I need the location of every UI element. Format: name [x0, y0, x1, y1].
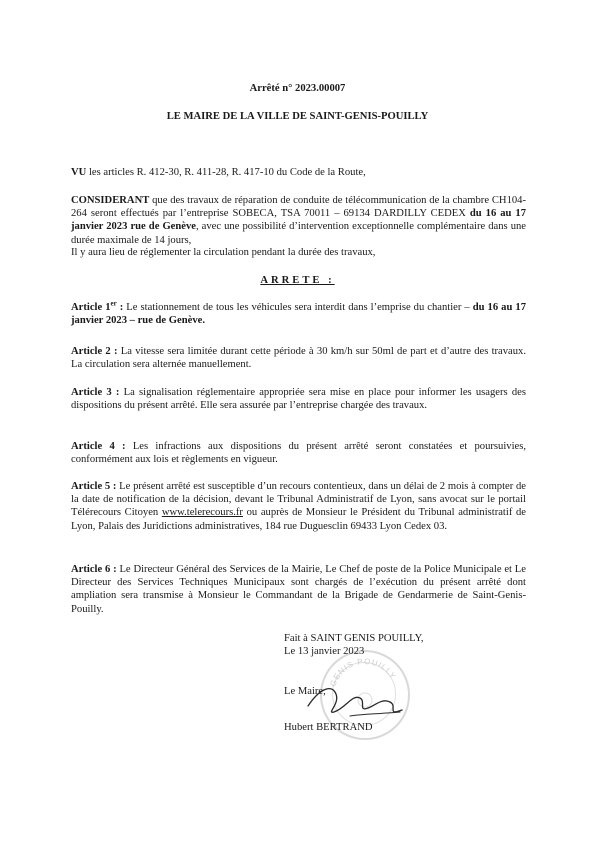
article-4-label: Article 4 :	[71, 441, 126, 452]
article-2-text: La vitesse sera limitée durant cette période à 30 km/h sur 50ml de part et d’autre des travaux. La circulation sera alternée manuellement.	[71, 346, 526, 371]
considerant-text: que des travaux de réparation de conduite de télécommunication de la chambre CH104-264 seront effectués par l’entreprise SOBECA, TSA 70011 – 69134 DARDILLY CEDEX	[71, 195, 526, 220]
considerant-line2-text: Il y aura lieu de réglementer la circulation pendant la durée des travaux,	[71, 247, 376, 258]
vu-text: les articles R. 412-30, R. 411-28, R. 417-10 du Code de la Route,	[86, 167, 366, 178]
article-5-text-end: ou auprès de Monsieur le Président du Tribunal administratif de Lyon, Palais des Juridictions administratives, 184 rue Duguesclin 69433 Lyon Cedex 03.	[71, 507, 526, 532]
article-5-label: Article 5 :	[71, 481, 117, 492]
decree-number	[0, 82, 595, 95]
article-6	[71, 563, 526, 616]
arrete-heading	[0, 274, 595, 287]
signature-date: Le 13 janvier 2023	[284, 646, 365, 657]
article-4	[71, 440, 526, 466]
vu-label: VU	[71, 167, 87, 178]
article-2	[71, 345, 526, 371]
authority-text: LE MAIRE DE LA VILLE DE SAINT-GENIS-POUILLY	[166, 111, 429, 122]
considerant-paragraph	[71, 194, 526, 247]
article-3-label: Article 3 :	[71, 387, 120, 398]
signatory-name: Hubert BERTRAND	[284, 722, 373, 733]
article-6-label: Article 6 :	[71, 564, 117, 575]
decree-number-text: Arrêté n° 2023.00007	[249, 83, 346, 94]
article-1	[71, 301, 526, 327]
article-3	[71, 386, 526, 412]
article-6-text: Le Directeur Général des Services de la Mairie, Le Chef de poste de la Police Municipale et Le Directeur des Services Techniques Municipaux sont chargés de l’exécution du présent arrêté dont ampliation sera transmise à Monsieur le Commandant de la Brigade de Gendarmerie de Saint-Genis-Pouilly.	[71, 564, 526, 615]
authority-heading	[0, 110, 595, 123]
signature-place: Fait à SAINT GENIS POUILLY,	[284, 633, 424, 644]
considerant-dates: du 16 au 17 janvier 2023 rue de Genève	[71, 208, 527, 233]
article-3-text: La signalisation réglementaire appropriée sera mise en place pour informer les usagers des dispositions du présent arrêté. Elle sera assurée par l’entreprise chargée des travaux.	[71, 387, 526, 412]
vu-paragraph	[71, 166, 526, 179]
signature-role: Le Maire,	[284, 686, 326, 697]
considerant-text-end: , avec une possibilité d’intervention exceptionnelle complémentaire dans une durée maximale de 14 jours,	[71, 221, 527, 246]
arrete-heading-text: ARRETE :	[260, 275, 335, 286]
article-2-label: Article 2 :	[71, 346, 118, 357]
considerant-label: CONSIDERANT	[71, 195, 150, 206]
telerecours-link[interactable]: www.telerecours.fr	[161, 507, 243, 519]
article-5-text: Le présent arrêté est susceptible d’un recours contentieux, dans un délai de 2 mois à compter de la date de notification de la décision, devant le Tribunal Administratif de Lyon, sans avocat sur le portail Télérecours Citoyen	[71, 481, 527, 519]
considerant-line2	[71, 246, 526, 259]
article-5	[71, 480, 526, 533]
article-1-label: Article 1er :	[71, 299, 124, 313]
svg-text:GENIS POUILLY: GENIS POUILLY	[328, 656, 398, 688]
article-1-dates: du 16 au 17 janvier 2023 – rue de Genève.	[71, 302, 526, 327]
article-1-text: Le stationnement de tous les véhicules sera interdit dans l’emprise du chantier –	[123, 302, 473, 313]
article-1-sup: er	[110, 299, 117, 308]
article-4-text: Les infractions aux dispositions du présent arrêté seront constatées et poursuivies, conformément aux lois et règlements en vigueur.	[71, 441, 526, 466]
